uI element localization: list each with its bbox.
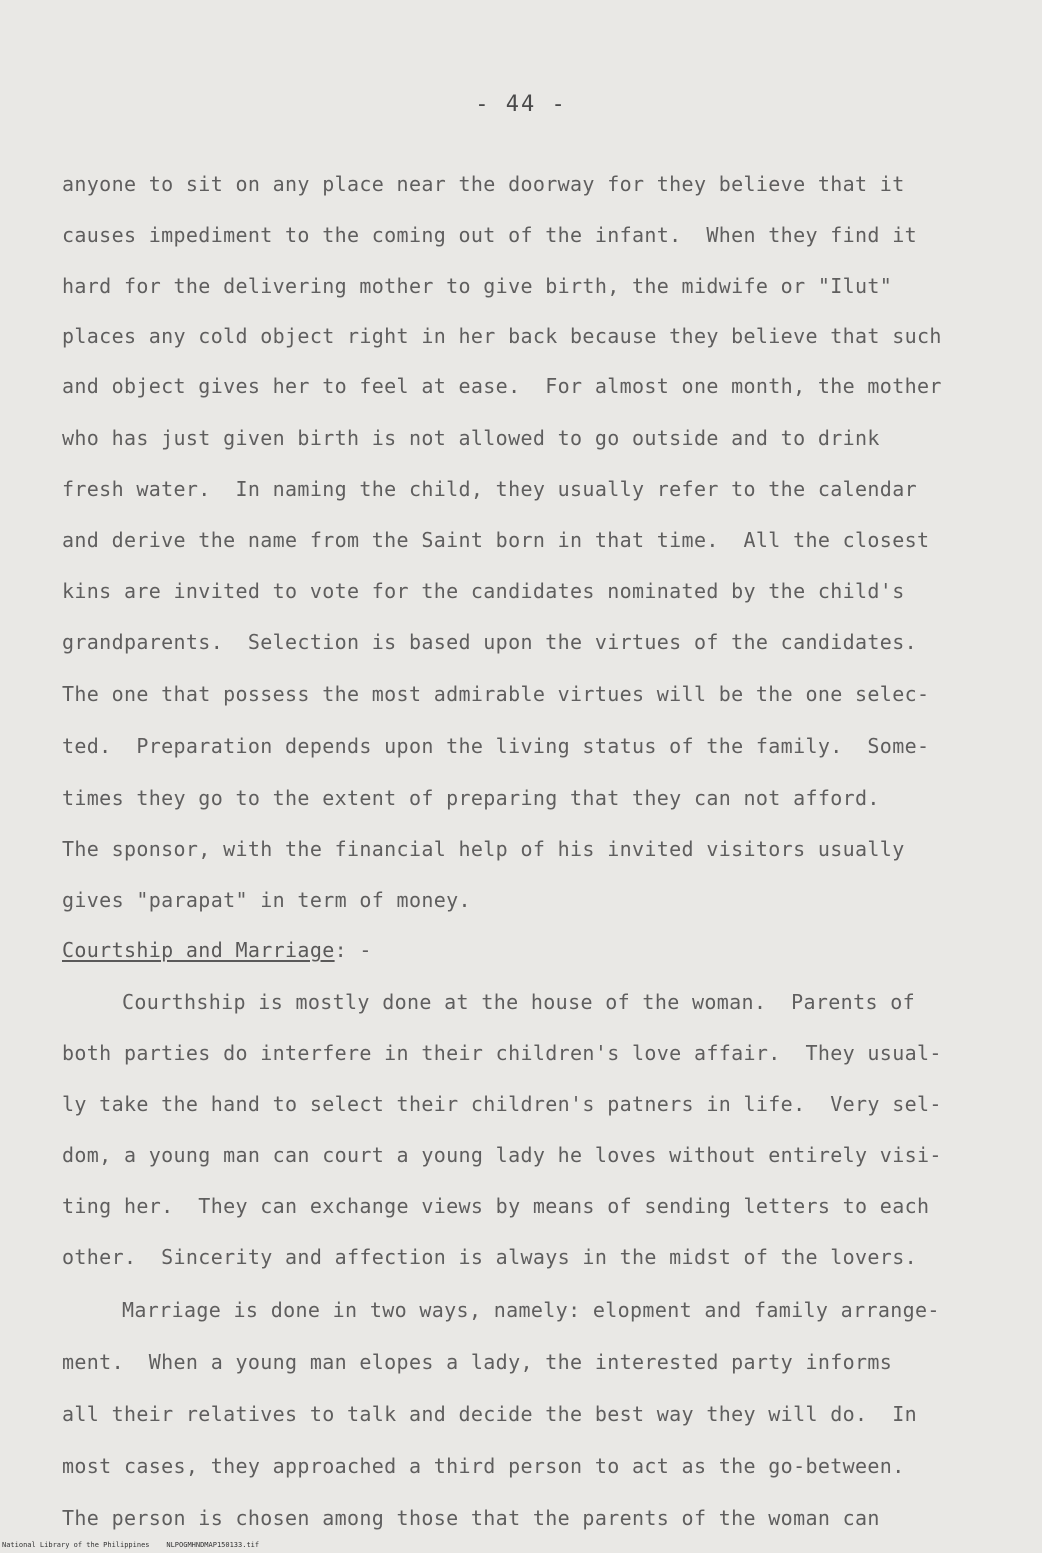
scan-footer	[2, 1541, 259, 1549]
text-line: hard for the delivering mother to give birth, the midwife or "Ilut"	[62, 274, 893, 298]
text-line: all their relatives to talk and decide the best way they will do. In	[62, 1402, 917, 1426]
text-line: other. Sincerity and affection is always in the midst of the lovers.	[62, 1245, 917, 1269]
text-line: ment. When a young man elopes a lady, the interested party informs	[62, 1350, 893, 1374]
text-line: The sponsor, with the financial help of his invited visitors usually	[62, 837, 905, 861]
text-line: grandparents. Selection is based upon the virtues of the candidates.	[62, 630, 917, 654]
text-line: ly take the hand to select their children's patners in life. Very sel-	[62, 1092, 942, 1116]
text-line: gives "parapat" in term of money.	[62, 888, 471, 912]
text-line: and derive the name from the Saint born in that time. All the closest	[62, 528, 930, 552]
text-line: The person is chosen among those that the parents of the woman can	[62, 1506, 880, 1530]
text-line: Courthship is mostly done at the house of the woman. Parents of	[122, 990, 916, 1014]
section-heading	[62, 938, 372, 962]
footer-file: NLPOGMHNDMAP150133.tif	[166, 1541, 260, 1549]
text-line: Marriage is done in two ways, namely: elopment and family arrange-	[122, 1298, 940, 1322]
text-line: fresh water. In naming the child, they usually refer to the calendar	[62, 477, 917, 501]
text-line: causes impediment to the coming out of the infant. When they find it	[62, 223, 917, 247]
footer-institution: National Library of the Philippines	[2, 1541, 150, 1549]
page-number: - 44 -	[475, 92, 567, 117]
text-line: most cases, they approached a third person to act as the go-between.	[62, 1454, 905, 1478]
section-heading-suffix: : -	[334, 938, 372, 962]
text-line: dom, a young man can court a young lady he loves without entirely visi-	[62, 1143, 942, 1167]
text-line: both parties do interfere in their children's love affair. They usual-	[62, 1041, 942, 1065]
text-line: ting her. They can exchange views by means of sending letters to each	[62, 1194, 930, 1218]
text-line: places any cold object right in her back because they believe that such	[62, 324, 942, 348]
text-line: anyone to sit on any place near the doorway for they believe that it	[62, 172, 905, 196]
section-heading-text: Courtship and Marriage	[62, 938, 335, 962]
text-line: kins are invited to vote for the candidates nominated by the child's	[62, 579, 905, 603]
text-line: ted. Preparation depends upon the living status of the family. Some-	[62, 734, 930, 758]
text-line: and object gives her to feel at ease. For almost one month, the mother	[62, 374, 942, 398]
text-line: The one that possess the most admirable virtues will be the one selec-	[62, 682, 930, 706]
text-line: times they go to the extent of preparing that they can not afford.	[62, 786, 880, 810]
text-line: who has just given birth is not allowed to go outside and to drink	[62, 426, 880, 450]
